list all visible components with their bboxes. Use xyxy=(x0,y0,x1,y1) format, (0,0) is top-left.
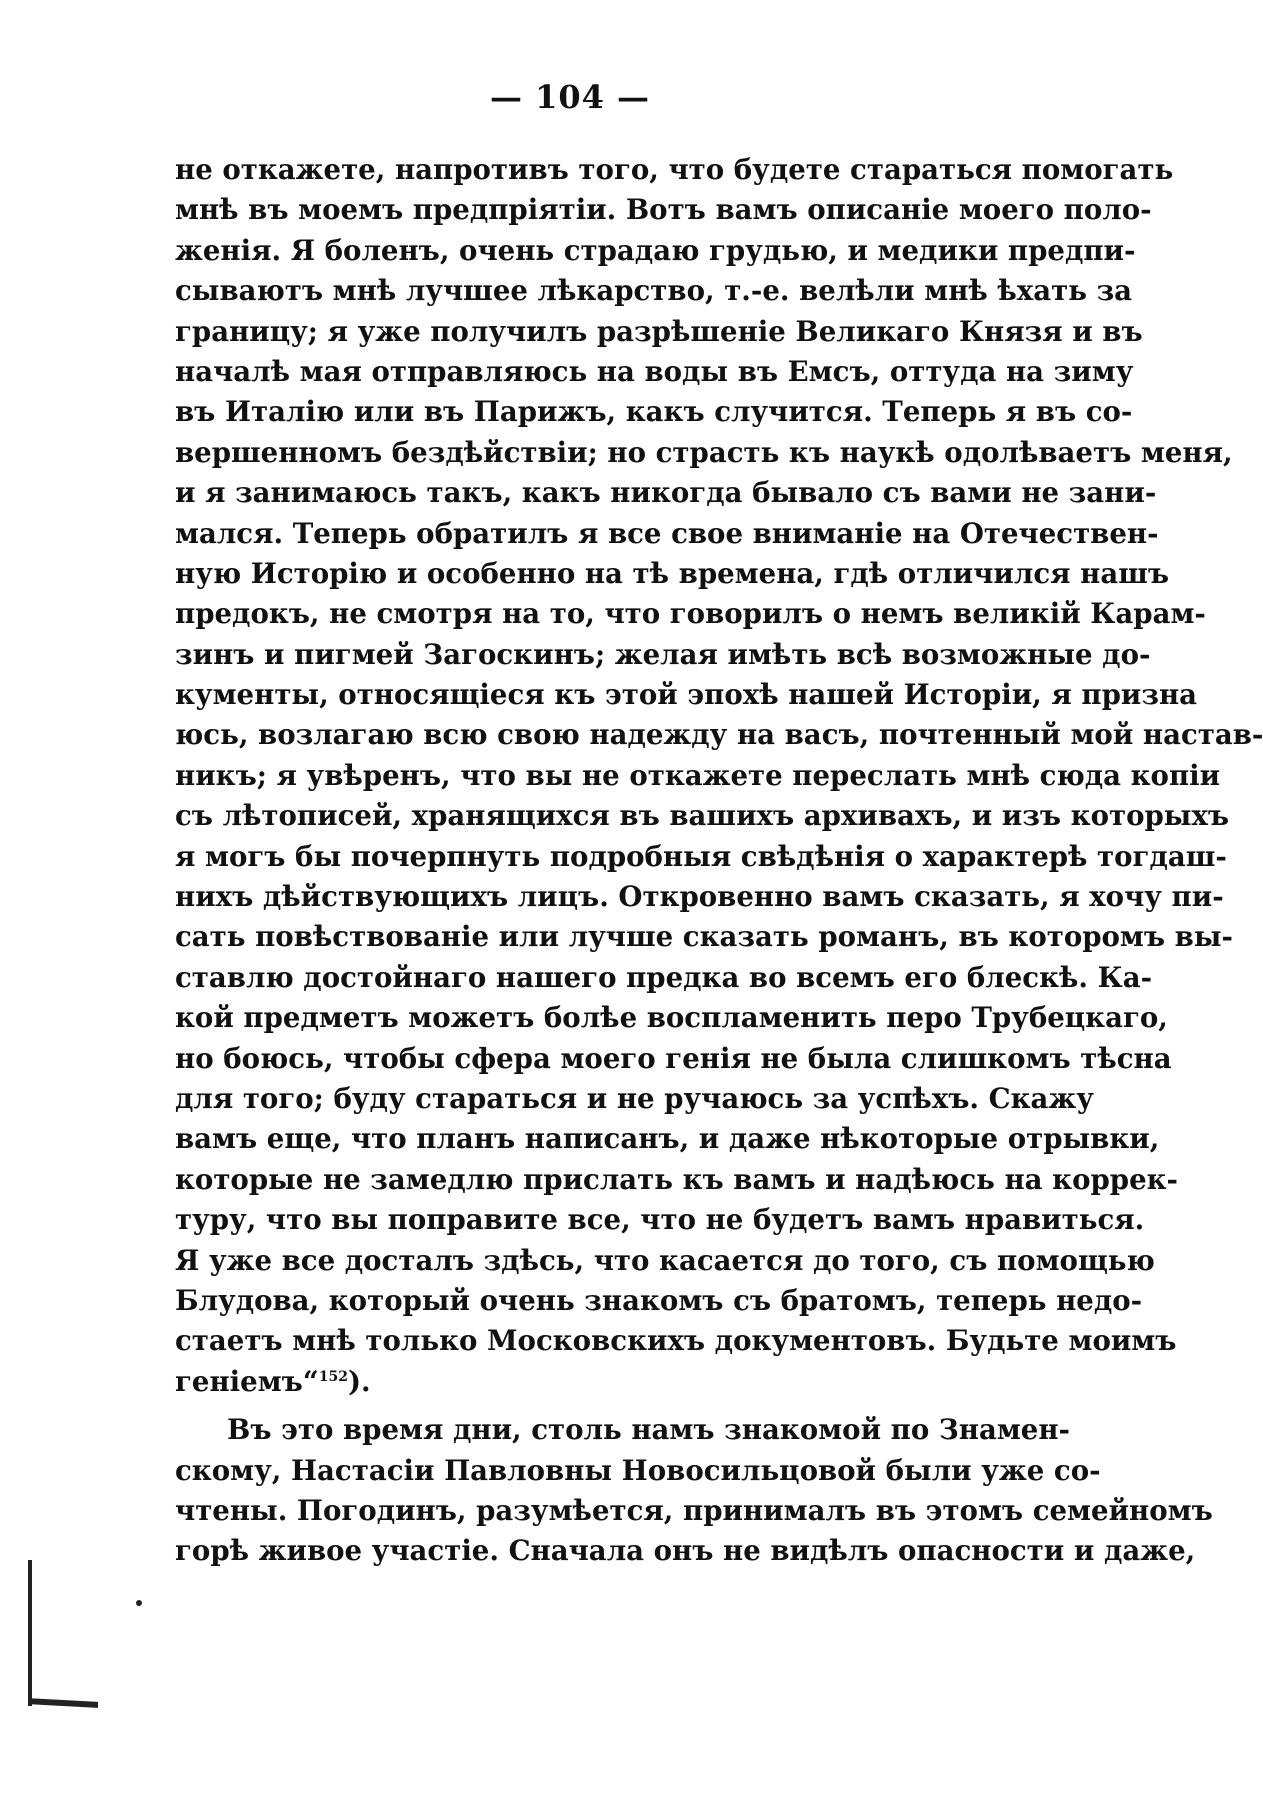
text-line: но боюсь, чтобы сфера моего генія не была слишкомъ тѣсна xyxy=(175,1041,1172,1075)
text-line: никъ; я увѣренъ, что вы не откажете переслать мнѣ сюда копіи xyxy=(175,758,1221,792)
text-line: мнѣ въ моемъ предпріятіи. Вотъ вамъ описаніе моего поло- xyxy=(175,193,1152,227)
text-line: сать повѣствованіе или лучше сказать романъ, въ которомъ вы- xyxy=(175,920,1233,954)
text-line: въ Италію или въ Парижъ, какъ случится. Теперь я въ со- xyxy=(175,395,1133,429)
quote-end-line xyxy=(175,1362,1035,1402)
text-line: мался. Теперь обратилъ я все свое вниманіе на Отечествен- xyxy=(175,516,1159,550)
text-line: сываютъ мнѣ лучшее лѣкарство, т.-е. велѣли мнѣ ѣхать за xyxy=(175,274,1133,308)
text-line: я могъ бы почерпнуть подробныя свѣдѣнія о характерѣ тогдаш- xyxy=(175,839,1227,873)
text-line: не откажете, напротивъ того, что будете стараться помогать xyxy=(175,153,1174,186)
text-line: ставлю достойнаго нашего предка во всемъ его блескѣ. Ка- xyxy=(175,960,1153,994)
text-line: которые не замедлю прислать къ вамъ и надѣюсь на коррек- xyxy=(175,1162,1179,1196)
text-line: началѣ мая отправляюсь на воды въ Емсъ, оттуда на зиму xyxy=(175,354,1134,388)
paragraph-line: горѣ живое участіе. Сначала онъ не видѣлъ опасности и даже, xyxy=(175,1534,1196,1568)
text-line: юсь, возлагаю всю свою надежду на васъ, почтенный мой настав- xyxy=(175,718,1263,752)
text-line: вершенномъ бездѣйствіи; но страсть къ наукѣ одолѣваетъ меня, xyxy=(175,435,1233,469)
text-line: и я занимаюсь такъ, какъ никогда бывало съ вами не зани- xyxy=(175,476,1157,510)
text-line: кой предметъ можетъ болѣе воспламенить перо Трубецкаго, xyxy=(175,1001,1168,1035)
text-line: вамъ еще, что планъ написанъ, и даже нѣкоторые отрывки, xyxy=(175,1122,1160,1156)
text-line: границу; я уже получилъ разрѣшеніе Великаго Князя и въ xyxy=(175,314,1143,348)
page-number: — 104 — xyxy=(489,78,651,116)
paragraph-line: чтены. Погодинъ, разумѣется, принималъ въ этомъ семейномъ xyxy=(175,1493,1213,1527)
text-line: кументы, относящіеся къ этой эпохѣ нашей Исторіи, я призна xyxy=(175,678,1198,712)
scan-edge-mark xyxy=(28,1698,98,1708)
footnote-marker: 152 xyxy=(318,1368,348,1385)
paragraph-line: скому, Настасіи Павловны Новосильцовой были уже со- xyxy=(175,1453,1101,1487)
paragraph-line: Въ это время дни, столь намъ знакомой по Знамен- xyxy=(227,1413,1070,1447)
scan-speck xyxy=(136,1600,142,1606)
scan-edge-mark xyxy=(28,1560,32,1706)
text-line: съ лѣтописей, хранящихся въ вашихъ архивахъ, и изъ которыхъ xyxy=(175,799,1230,833)
text-line: стаетъ мнѣ только Московскихъ документовъ. Будьте моимъ xyxy=(175,1324,1177,1358)
text-block xyxy=(175,150,1263,1572)
text-line: Блудова, который очень знакомъ съ братомъ, теперь недо- xyxy=(175,1283,1143,1317)
text-line: нихъ дѣйствующихъ лицъ. Откровенно вамъ сказать, я хочу пи- xyxy=(175,880,1224,914)
text-line: Я уже все досталъ здѣсь, что касается до того, съ помощью xyxy=(175,1243,1155,1277)
text-line: предокъ, не смотря на то, что говорилъ о немъ великій Карам- xyxy=(175,597,1206,631)
quote-end-punctuation: ). xyxy=(347,1364,371,1398)
text-line: ную Исторію и особенно на тѣ времена, гдѣ отличился нашъ xyxy=(175,556,1170,590)
quote-end-text: геніемъ“ xyxy=(175,1364,319,1398)
text-line: зинъ и пигмей Загоскинъ; желая имѣть всѣ возможные до- xyxy=(175,637,1151,671)
text-line: туру, что вы поправите все, что не будетъ вамъ нравиться. xyxy=(175,1203,1145,1237)
text-line: для того; буду стараться и не ручаюсь за успѣхъ. Скажу xyxy=(175,1081,1094,1115)
text-line: женія. Я боленъ, очень страдаю грудью, и медики предпи- xyxy=(175,233,1136,267)
